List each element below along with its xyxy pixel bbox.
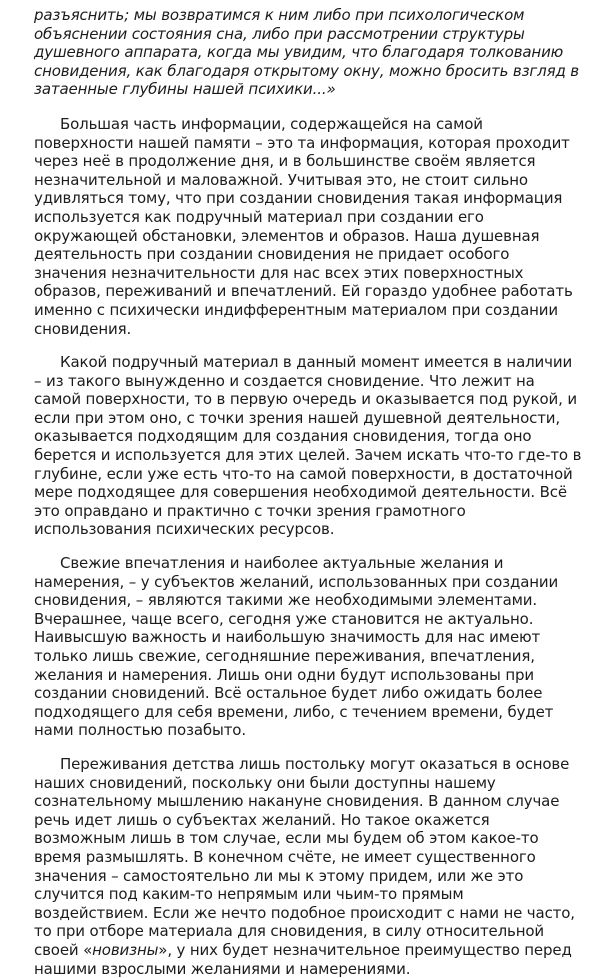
emphasized-word: новизны (92, 940, 159, 959)
paragraph-text-before: Переживания детства лишь постольку могут оказаться в основе наших сновидений, поскольку они были доступны нашему сознательному мышлению накануне сновидения. В данном случае речь идет лишь о субъектах желаний. Но такое окажется возможным лишь в том случае, если мы будем об этом какое-то время размышлять. В конечном счёте, не имеет существенного значения – самостоятельно ли мы к этому придем, или же это случится под каким-то непрямым или чьим-то прямым воздействием. Если же нечто подобное происходит с нами не часто, то при отборе материала для сновидения, в силу относительной своей « (34, 754, 575, 959)
paragraph-fresh-impressions: Свежие впечатления и наиболее актуальные желания и намерения, – у субъектов желаний, использованных при создании сновидения, – являются такими же необходимыми элементами. Вчерашнее, чаще всего, сегодня уже становится не актуально. Наивысшую важность и наибольшую значимость для нас имеют только лишь свежие, сегодняшние переживания, впечатления, желания и намерения. Лишь они одни будут использованы при создании сновидений. Всё остальное будет либо ожидать более подходящего для себя времени, либо, с течением времени, будет нами полностью позабыто. (34, 554, 559, 740)
paragraph-childhood-experiences (34, 755, 582, 978)
paragraph-text-after: », у них будет незначительное преимущество перед нашими взрослыми желаниями и намерениями. (34, 940, 572, 978)
paragraph-surface-memory: Большая часть информации, содержащейся на самой поверхности нашей памяти – это та информация, которая проходит через неё в продолжение дня, и в большинстве своём является незначительной и маловажной. Учитывая это, не стоит сильно удивляться тому, что при создании сновидения такая информация используется как подручный материал при создании его окружающей обстановки, элементов и образов. Наша душевная деятельность при создании сновидения не придает особого значения незначительности для нас всех этих поверхностных образов, переживаний и впечатлений. Ей гораздо удобнее работать именно с психически индифферентным материалом при создании сновидения. (34, 114, 573, 338)
paragraph-available-material: Какой подручный материал в данный момент имеется в наличии – из такого вынужденно и создается сновидение. Что лежит на самой поверхности, то в первую очередь и оказывается под рукой, и если при этом оно, с точки зрения нашей душевной деятельности, оказывается подходящим для создания сновидения, тогда оно берется и используется для этих целей. Зачем искать что-то где-то в глубине, если уже есть что-то на самой поверхности, в достаточной мере подходящее для совершения необходимой деятельности. Всё это оправдано и практично с точки зрения грамотного использования психических ресурсов. (34, 353, 582, 539)
quote-continuation: разъяснить; мы возвратимся к ним либо при психологическом объяснении состояния сна, либо при рассмотрении структуры душевного аппарата, когда мы увидим, что благодаря толкованию сновидения, как благодаря открытому окну, можно бросить взгляд в затаенные глубины нашей психики...» (34, 6, 579, 99)
